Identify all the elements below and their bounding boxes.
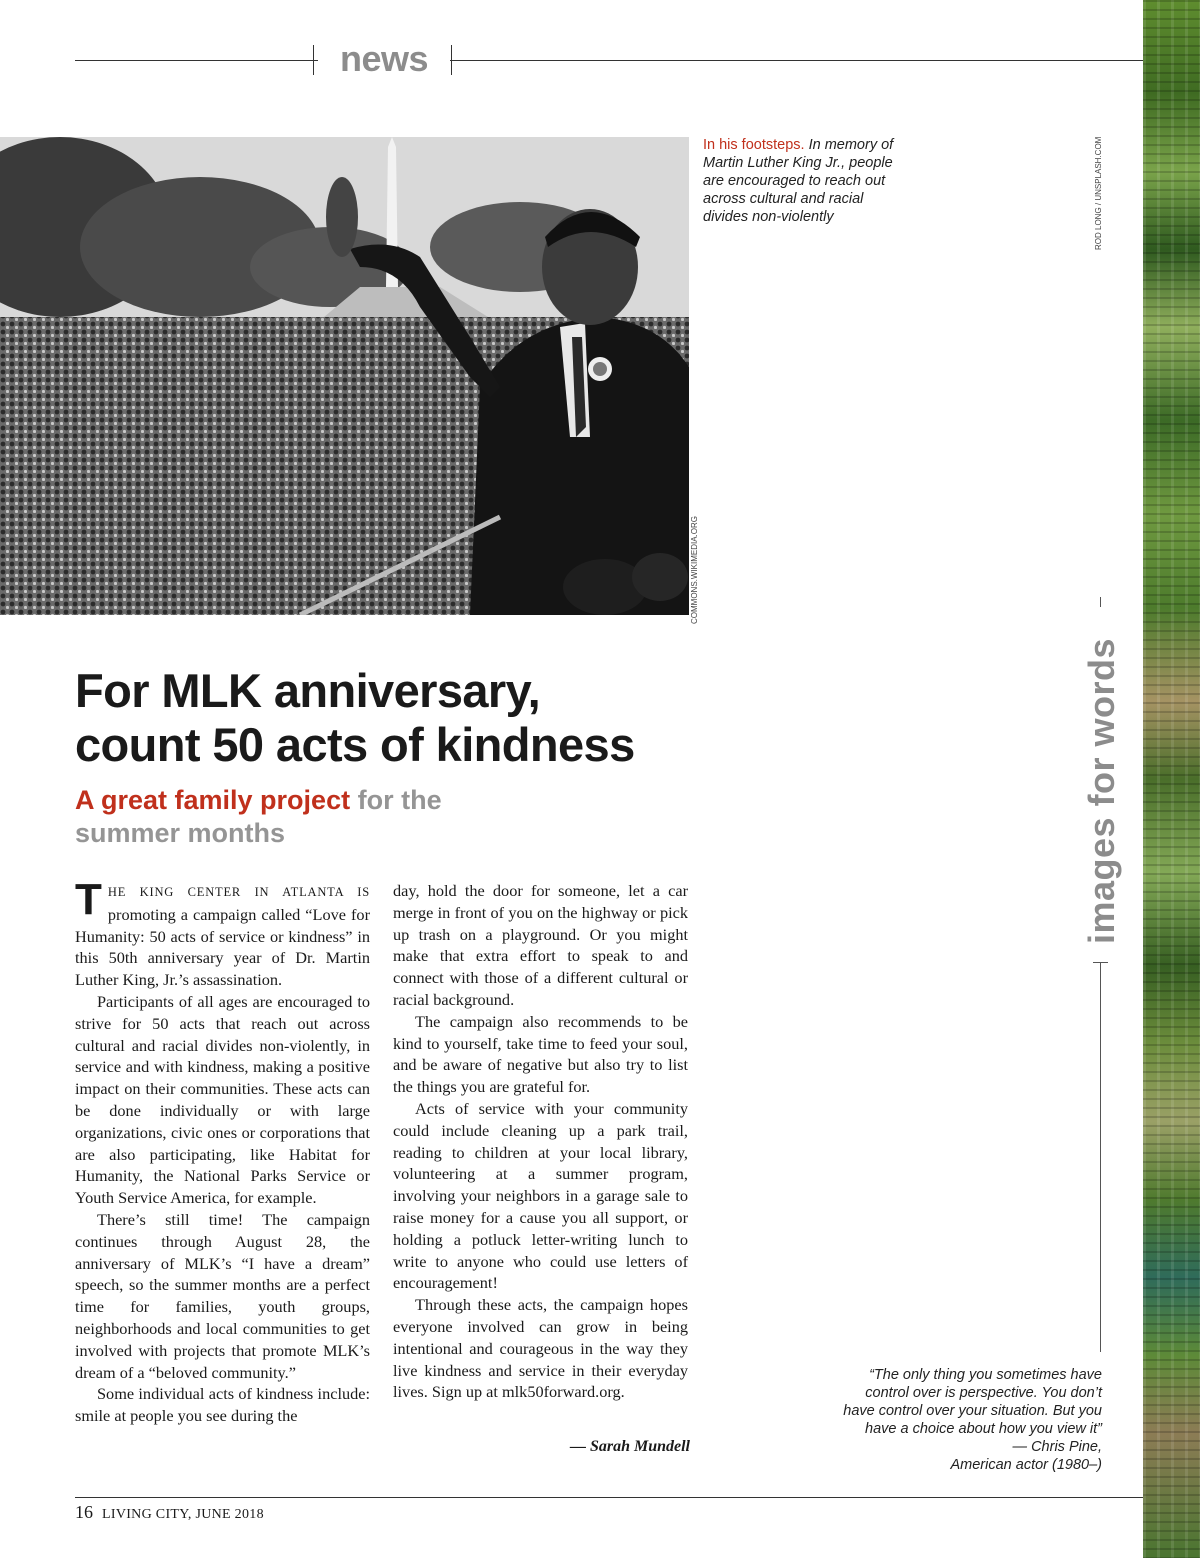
paragraph-1 (75, 875, 370, 991)
quote-author-description: American actor (1980–) (950, 1457, 1102, 1473)
section-label: news (339, 38, 429, 79)
headline (75, 664, 735, 772)
subhead-red: A great family project (75, 785, 351, 815)
paragraph-4-continued: day, hold the door for someone, let a car merge in front of you on the highway or pick up trash on a playground. Or you might make that extra effort to speak to and connect with those of a different cultural or racial background. (393, 881, 688, 1009)
paragraph-3: There’s still time! The campaign continues through August 28, the anniversary of MLK’s “I have a dream” speech, so the summer months are a perfect time for families, youth groups, neighborhoods and local communities to get involved with projects that promote MLK’s dream of a “beloved community.” (75, 1209, 370, 1382)
quote-author: — Chris Pine, (1012, 1439, 1102, 1455)
photo-caption (703, 136, 903, 226)
quote-text: “The only thing you sometimes have control over is perspective. You don’t have control over your situation. But you have a choice about how you view it” (843, 1367, 1102, 1437)
caption-lead: In his footsteps. (703, 137, 805, 153)
headline-line-2: count 50 acts of kindness (75, 718, 635, 771)
side-rule-top (1100, 597, 1101, 607)
subheadline (75, 784, 495, 850)
pull-quote (840, 1366, 1102, 1474)
article-column-right (393, 880, 688, 1403)
subhead-grey: for the summer months (75, 785, 442, 848)
photo-credit: COMMONS.WIKIMEDIA.ORG (690, 516, 699, 624)
aerial-photo-strip (1143, 0, 1200, 1558)
opening-smallcaps: HE KING CENTER IN ATLANTA IS (107, 885, 370, 899)
photo-illustration (0, 137, 689, 615)
caption-text: In memory of Martin Luther King Jr., people are encouraged to reach out across cultural and racial divides non-violently (703, 137, 894, 225)
publication-line: LIVING CITY, JUNE 2018 (102, 1507, 264, 1522)
paragraph-2: Participants of all ages are encouraged to strive for 50 acts that reach out across cultural and racial divides non-violently, in service and with kindness, making a positive impact on their communities. These acts can be done individually or with large organizations, civic ones or corporations that are also participating, like Habitat for Humanity, the National Parks Service or Youth Service America, for example. (75, 991, 370, 1208)
paragraph-7: Through these acts, the campaign hopes everyone involved can grow in being intentional and courageous in the way they live kindness and service in their everyday lives. Sign up at mlk50forward.org. (393, 1295, 688, 1402)
byline: — Sarah Mundell (569, 1438, 690, 1455)
paragraph-4-start: Some individual acts of kindness include: smile at people you see during the (75, 1384, 370, 1426)
side-label: images for words (1081, 637, 1122, 944)
headline-line-1: For MLK anniversary, (75, 664, 541, 717)
header-rule (75, 60, 1143, 61)
page-number: 16 (75, 1502, 93, 1522)
paragraph-5: The campaign also recommends to be kind to yourself, take time to feed your soul, and be aware of negative but also try to list the things you are grateful for. (393, 1011, 688, 1097)
folio (75, 1502, 264, 1523)
drop-cap: T (75, 875, 102, 924)
side-rule-bottom (1100, 962, 1101, 1352)
header-tick-right (451, 45, 452, 75)
side-photo-credit: ROD LONG / UNSPLASH.COM (1094, 136, 1103, 250)
paragraph-1-text: promoting a campaign called “Love for Humanity: 50 acts of service or kindness” in this 50th anniversary year of Dr. Martin Luther King, Jr.’s assassination. (75, 904, 370, 990)
article-column-left (75, 875, 370, 1427)
footer-rule (75, 1497, 1143, 1498)
header-tick-left (313, 45, 314, 75)
paragraph-6: Acts of service with your community could include cleaning up a park trail, reading to children at your local library, volunteering at a summer program, involving your neighbors in a garage sale to raise money for a cause you all support, or holding a potluck letter-writing lunch to write to anyone who could use letters of encouragement! (393, 1098, 688, 1293)
mlk-photo (0, 137, 689, 615)
